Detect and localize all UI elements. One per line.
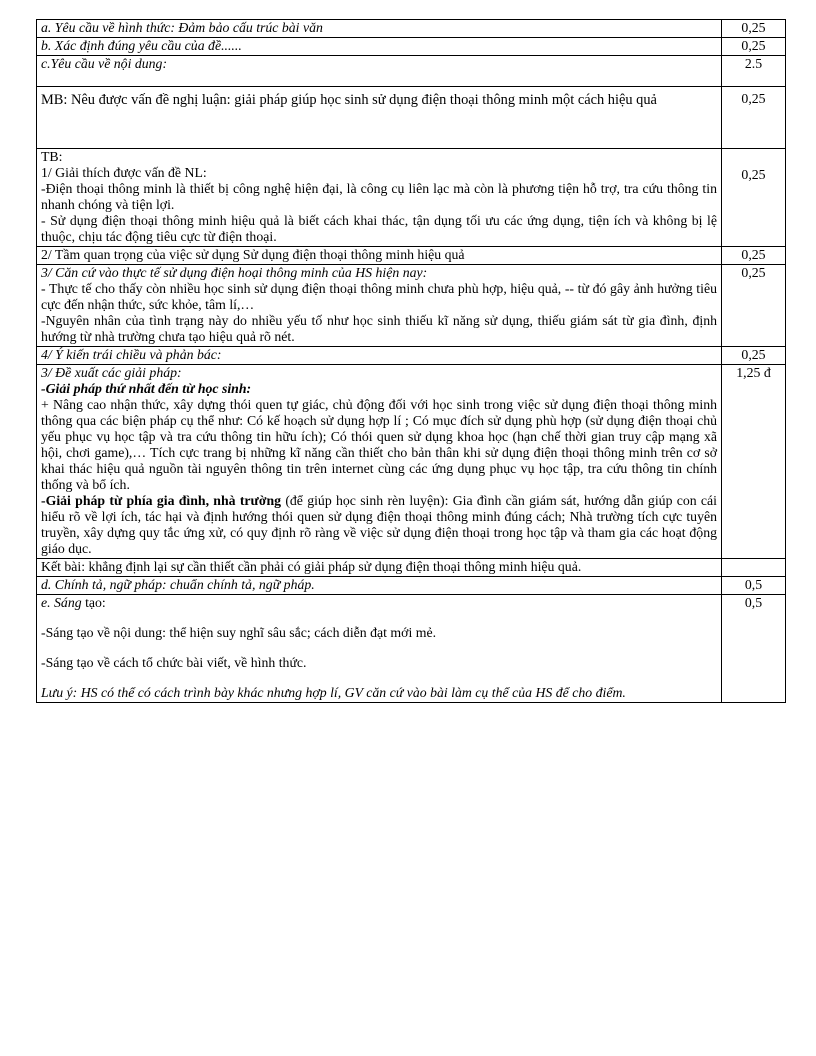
creativity-cell	[37, 595, 722, 703]
score-cell	[722, 559, 786, 577]
solutions-heading: 3/ Đề xuất các giải pháp:	[41, 365, 182, 380]
body-heading: TB:	[41, 149, 63, 164]
counterargument-criterion: 4/ Ý kiến trái chiều và phản bác:	[37, 347, 722, 365]
table-row	[37, 559, 786, 577]
teacher-note: Lưu ý: HS có thể có cách trình bày khác nhưng hợp lí, GV căn cứ vào bài làm cụ thể của HS để cho điểm.	[41, 685, 626, 700]
scoring-rubric-table	[36, 19, 786, 703]
creativity-heading-rest: tạo:	[81, 595, 106, 610]
solution-student-text: + Nâng cao nhận thức, xây dựng thói quen tự giác, chủ động đối với học sinh trong việc sử dụng điện thoại thông minh thông qua các biện pháp cụ thể như: Có kế hoạch sử dụng hợp lí ; Có mục đích sử dụng phù hợp (sử dụng điện thoại chủ yếu phục vụ học tập và tra cứu thông tin hữu ích); Có thói quen sử dụng khoa học (hạn chế thời gian truy cập mạng xã hội, chơi game),… Tích cực trang bị những kĩ năng cần thiết cho bản thân khi sử dụng điện thoại thông minh trên cơ sở khai thác hiệu quả nguồn tài nguyên thông tin trên internet cùng các ứng dụng phục vụ học tập, tra cứu thông tin chính thống và bổ ích.	[41, 397, 717, 492]
score-cell: 1,25 đ	[722, 365, 786, 559]
creativity-form: -Sáng tạo về cách tổ chức bài viết, về hình thức.	[41, 655, 307, 670]
score-cell: 0,25	[722, 247, 786, 265]
conclusion-criterion: Kết bài: khẳng định lại sự cần thiết cần phải có giải pháp sử dụng điện thoại thông minh hiệu quả.	[37, 559, 722, 577]
solutions-cell	[37, 365, 722, 559]
solution-student-title: -Giải pháp thứ nhất đến từ học sinh:	[41, 381, 252, 396]
explanation-subheading: 1/ Giải thích được vấn đề NL:	[41, 165, 207, 180]
cause-paragraph: -Nguyên nhân của tình trạng này do nhiều yếu tố như học sinh thiếu kĩ năng sử dụng, thiếu giám sát từ gia đình, định hướng từ nhà trường chưa tạo hiệu quả rõ nét.	[41, 313, 717, 344]
table-row	[37, 56, 786, 87]
explanation-paragraph: - Sử dụng điện thoại thông minh hiệu quả là biết cách khai thác, tận dụng tối ưu các ứng dụng, tiện ích và không bị lệ thuộc, chịu tác động tiêu cực từ điện thoại.	[41, 213, 717, 244]
criterion-content: c.Yêu cầu về nội dung:	[37, 56, 722, 87]
table-row	[37, 347, 786, 365]
body-explanation-cell	[37, 149, 722, 247]
spelling-grammar-criterion: d. Chính tả, ngữ pháp: chuẩn chính tả, ngữ pháp.	[37, 577, 722, 595]
score-cell: 0,5	[722, 577, 786, 595]
score-cell: 0,5	[722, 595, 786, 703]
table-row	[37, 38, 786, 56]
intro-criterion: MB: Nêu được vấn đề nghị luận: giải pháp giúp học sinh sử dụng điện thoại thông minh một cách hiệu quả	[37, 87, 722, 149]
table-row	[37, 595, 786, 703]
score-cell: 0,25	[722, 149, 786, 247]
table-row	[37, 577, 786, 595]
reality-heading: 3/ Căn cứ vào thực tế sử dụng điện hoại thông minh của HS hiện nay:	[41, 265, 428, 280]
criterion-form: a. Yêu cầu về hình thức: Đảm bảo cấu trúc bài văn	[37, 20, 722, 38]
score-cell: 2.5	[722, 56, 786, 87]
explanation-paragraph: -Điện thoại thông minh là thiết bị công nghệ hiện đại, là công cụ liên lạc mà còn là phương tiện hỗ trợ, tra cứu thông tin nhanh chóng và tiện lợi.	[41, 181, 717, 212]
table-row	[37, 365, 786, 559]
table-row	[37, 247, 786, 265]
score-cell: 0,25	[722, 87, 786, 149]
score-cell: 0,25	[722, 20, 786, 38]
table-row	[37, 265, 786, 347]
solution-family-school	[41, 493, 717, 557]
table-row	[37, 87, 786, 149]
solution-family-text: (để giúp học sinh rèn luyện): Gia đình cần giám sát, hướng dẫn giúp con cái hiểu rõ về lợi ích, tác hại và định hướng thói quen sử dụng điện thoại thông minh đúng cách; Nhà trường tích cực tuyên truyền, xây dựng quy tắc ứng xử, có quy định rõ ràng về việc sử dụng điện thoại trong học tập và tham gia các hoạt động giáo dục.	[41, 493, 718, 556]
creativity-heading-italic: e. Sáng	[41, 595, 82, 610]
criterion-requirement: b. Xác định đúng yêu cầu của đề......	[37, 38, 722, 56]
solution-family-title: -Giải pháp từ phía gia đình, nhà trường	[41, 493, 282, 508]
table-row	[37, 149, 786, 247]
score-cell: 0,25	[722, 38, 786, 56]
score-cell: 0,25	[722, 265, 786, 347]
creativity-content: -Sáng tạo về nội dung: thể hiện suy nghĩ sâu sắc; cách diễn đạt mới mẻ.	[41, 625, 437, 640]
creativity-heading	[41, 595, 717, 611]
table-row	[37, 20, 786, 38]
reality-cell	[37, 265, 722, 347]
importance-criterion: 2/ Tầm quan trọng của việc sử dụng Sử dụng điện thoại thông minh hiệu quả	[37, 247, 722, 265]
reality-paragraph: - Thực tế cho thấy còn nhiều học sinh sử dụng điện thoại thông minh chưa phù hợp, hiệu quả, -- từ đó gây ảnh hưởng tiêu cực đến nhận thức, sức khỏe, tâm lí,…	[41, 281, 717, 312]
score-cell: 0,25	[722, 347, 786, 365]
